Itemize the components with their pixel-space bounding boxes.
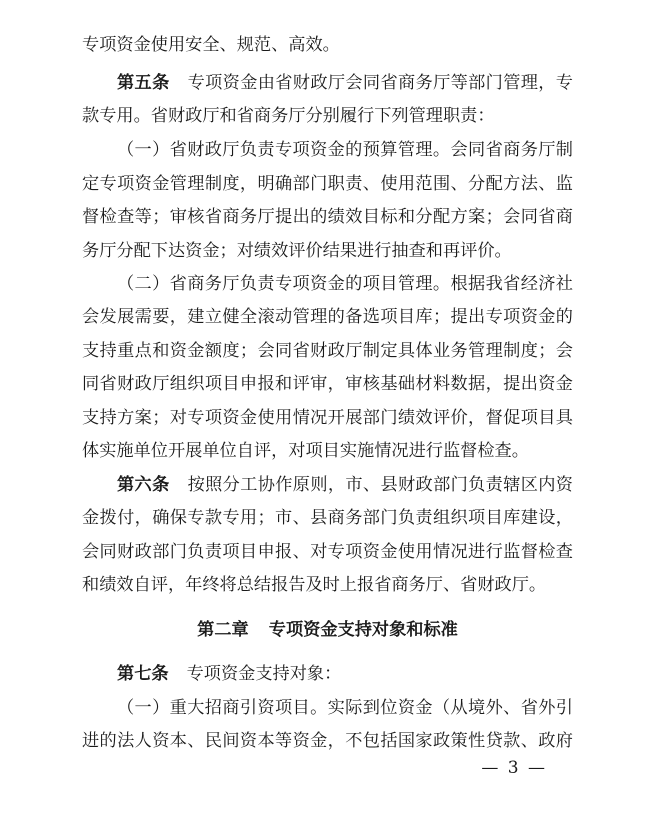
article-7-label: 第七条: [117, 664, 169, 684]
text-line: 专项资金支持对象：: [186, 664, 342, 684]
text-line: 进的法人资本、民间资本等资金，不包括国家政策性贷款、政府: [82, 731, 573, 751]
text-line: 务厅分配下达资金；对绩效评价结果进行抽查和再评价。: [82, 241, 512, 261]
text-line: 款专用。省财政厅和省商务厅分别履行下列管理职责：: [82, 106, 495, 126]
page-number: — 3 —: [481, 758, 547, 778]
text-line: 专项资金使用安全、规范、高效。: [82, 35, 340, 55]
text-line: 和绩效自评，年终将总结报告及时上报省商务厅、省财政厅。: [82, 575, 547, 595]
text-line: 金拨付，确保专款专用；市、县商务部门负责组织项目库建设，: [82, 508, 573, 528]
text-line: 同省财政厅组织项目申报和评审，审核基础材料数据，提出资金: [82, 374, 573, 394]
text-line: 定专项资金管理制度，明确部门职责、使用范围、分配方法、监: [82, 174, 573, 194]
article-5-label: 第五条: [117, 73, 170, 93]
chapter-heading: [0, 612, 655, 648]
article-6-label: 第六条: [117, 475, 170, 495]
text-line: （一）重大招商引资项目。实际到位资金（从境外、省外引: [117, 698, 573, 718]
text-line: 会发展需要，建立健全滚动管理的备选项目库；提出专项资金的: [82, 307, 573, 327]
text-line: 按照分工协作原则，市、县财政部门负责辖区内资: [187, 475, 573, 495]
article-7-first-line: [0, 656, 655, 692]
text-line: 支持重点和资金额度；会同省财政厅制定具体业务管理制度；会: [82, 341, 573, 361]
chapter-number: 第二章: [197, 620, 249, 640]
text-line: 专项资金由省财政厅会同省商务厅等部门管理，专: [187, 73, 573, 93]
chapter-title: 专项资金支持对象和标准: [268, 620, 458, 640]
text-line: 督检查等；审核省商务厅提出的绩效目标和分配方案；会同省商: [82, 207, 573, 227]
text-line: 会同财政部门负责项目申报、对专项资金使用情况进行监督检查: [82, 542, 573, 562]
text-line: 体实施单位开展单位自评，对项目实施情况进行监督检查。: [82, 441, 529, 461]
article-5-first-line: [0, 65, 655, 101]
text-line: 支持方案；对专项资金使用情况开展部门绩效评价，督促项目具: [82, 408, 573, 428]
text-line: （一）省财政厅负责专项资金的预算管理。会同省商务厅制: [117, 140, 573, 160]
text-line: （二）省商务厅负责专项资金的项目管理。根据我省经济社: [117, 274, 573, 294]
article-6-first-line: [0, 467, 655, 503]
